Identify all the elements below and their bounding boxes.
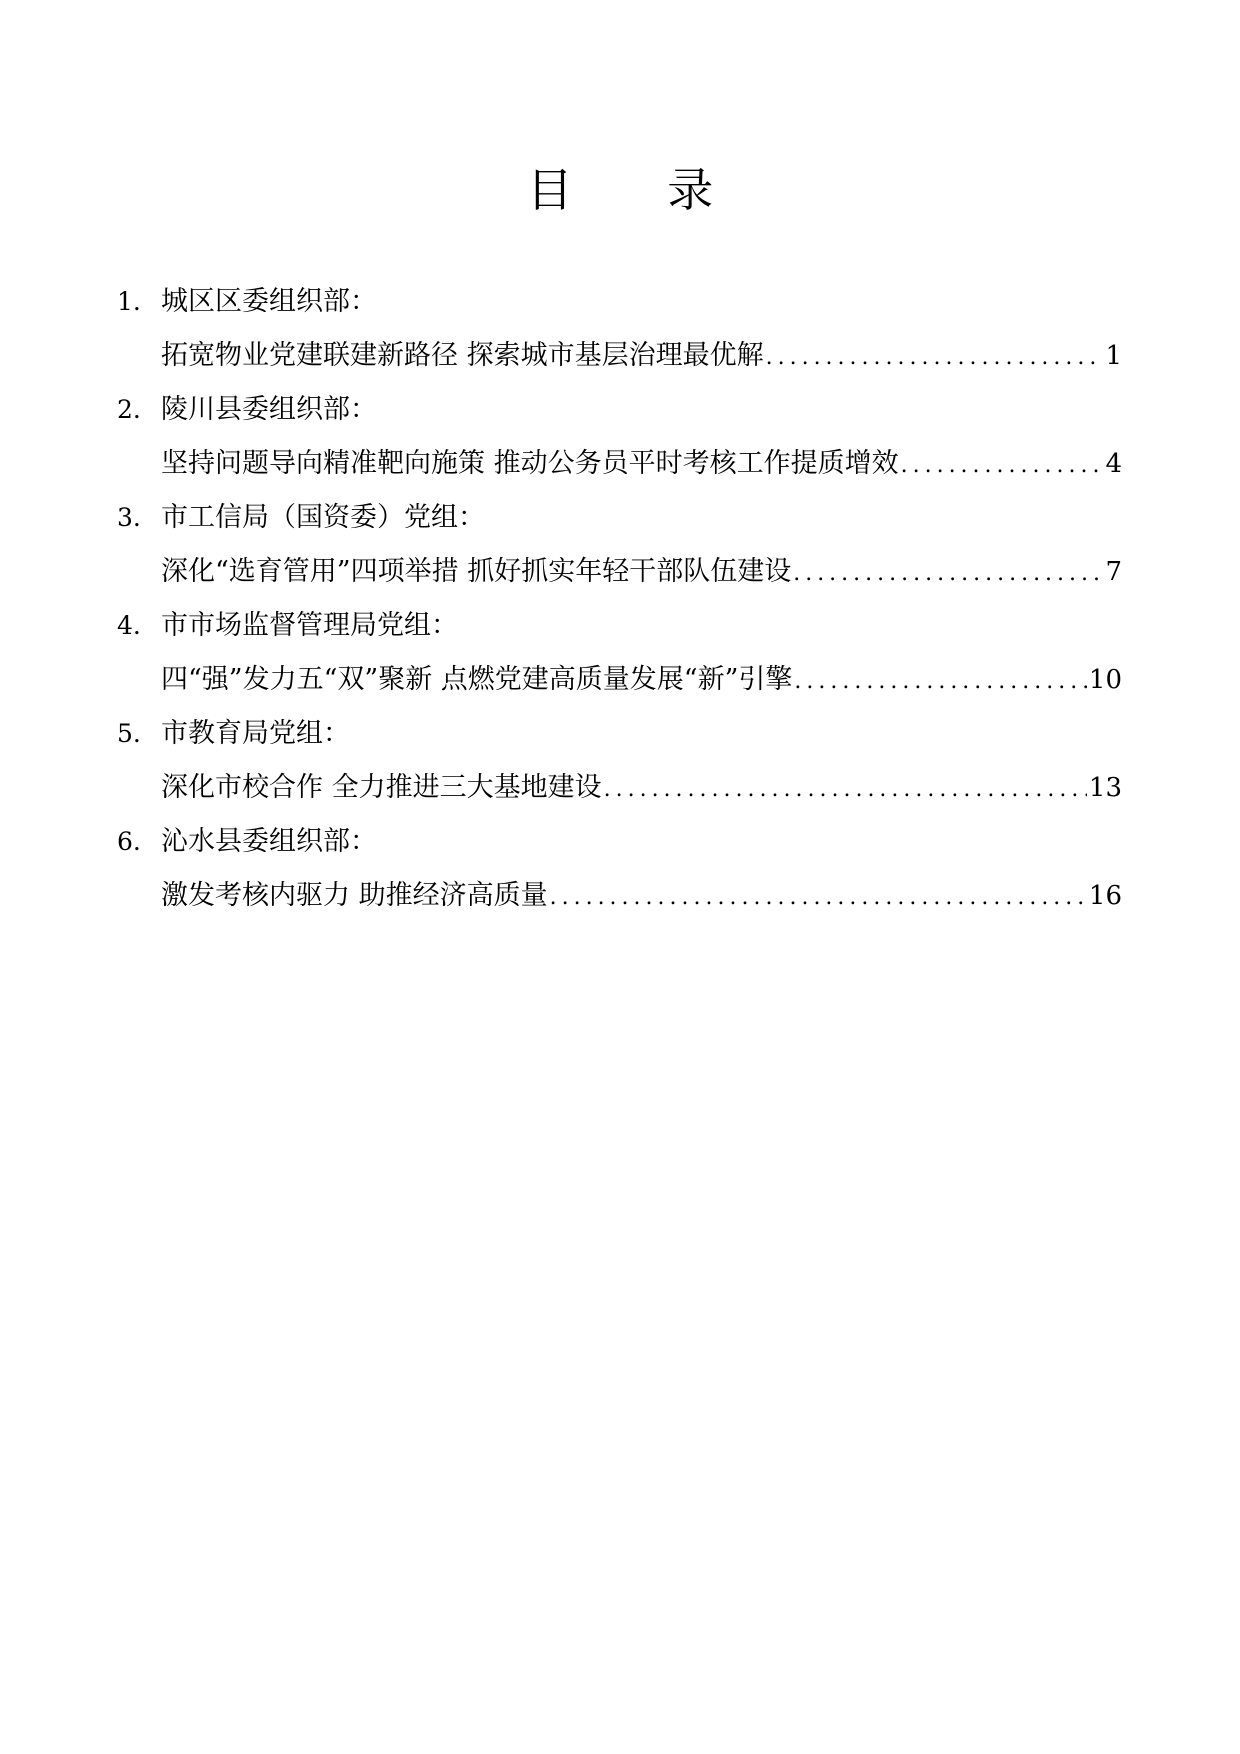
entry-title: 拓宽物业党建联建新路径 探索城市基层治理最优解 xyxy=(161,340,764,371)
entry-number: 4. xyxy=(117,611,141,640)
entry-number: 1. xyxy=(117,287,141,316)
entry-organization: 市市场监督管理局党组： xyxy=(161,610,458,641)
toc-entry-line[interactable] xyxy=(161,869,1122,923)
entry-page-number: 7 xyxy=(1105,557,1122,587)
entry-number: 3. xyxy=(117,503,141,532)
entry-title: 激发考核内驱力 助推经济高质量 xyxy=(161,880,548,911)
entry-organization: 市工信局（国资委）党组： xyxy=(161,502,485,533)
toc-entry xyxy=(117,275,1122,383)
toc-entry-heading xyxy=(117,491,1122,545)
toc-entry xyxy=(117,599,1122,707)
entry-organization: 城区区委组织部： xyxy=(161,286,377,317)
dot-leader xyxy=(794,655,1087,709)
entry-organization: 沁水县委组织部： xyxy=(161,826,377,857)
toc-entry xyxy=(117,383,1122,491)
toc-entry xyxy=(117,707,1122,815)
dot-leader xyxy=(550,871,1087,925)
dot-leader xyxy=(766,331,1104,385)
toc-entry-line[interactable] xyxy=(161,761,1122,815)
toc-entry-heading xyxy=(117,707,1122,761)
entry-organization: 陵川县委组织部： xyxy=(161,394,377,425)
entry-number: 2. xyxy=(117,395,141,424)
toc-entry-line[interactable] xyxy=(161,437,1122,491)
entry-page-number: 1 xyxy=(1105,341,1122,371)
table-of-contents xyxy=(117,275,1122,923)
toc-entry-line[interactable] xyxy=(161,653,1122,707)
toc-entry-heading xyxy=(117,599,1122,653)
toc-entry xyxy=(117,491,1122,599)
toc-entry-heading xyxy=(117,275,1122,329)
entry-page-number: 13 xyxy=(1088,773,1122,803)
entry-page-number: 4 xyxy=(1105,449,1122,479)
dot-leader xyxy=(604,763,1087,817)
entry-title: 四“强”发力五“双”聚新 点燃党建高质量发展“新”引擎 xyxy=(161,664,793,695)
entry-number: 5. xyxy=(117,719,141,748)
entry-number: 6. xyxy=(117,827,141,856)
entry-organization: 市教育局党组： xyxy=(161,718,350,749)
entry-page-number: 10 xyxy=(1088,665,1122,695)
entry-title: 坚持问题导向精准靶向施策 推动公务员平时考核工作提质增效 xyxy=(161,448,899,479)
toc-entry-heading xyxy=(117,815,1122,869)
toc-entry-line[interactable] xyxy=(161,545,1122,599)
toc-entry-heading xyxy=(117,383,1122,437)
entry-page-number: 16 xyxy=(1088,881,1122,911)
dot-leader xyxy=(793,547,1103,601)
toc-entry xyxy=(117,815,1122,923)
toc-entry-line[interactable] xyxy=(161,329,1122,383)
page-title: 目 录 xyxy=(526,163,754,217)
entry-title: 深化“选育管用”四项举措 抓好抓实年轻干部队伍建设 xyxy=(161,556,792,587)
dot-leader xyxy=(901,439,1104,493)
entry-title: 深化市校合作 全力推进三大基地建设 xyxy=(161,772,602,803)
